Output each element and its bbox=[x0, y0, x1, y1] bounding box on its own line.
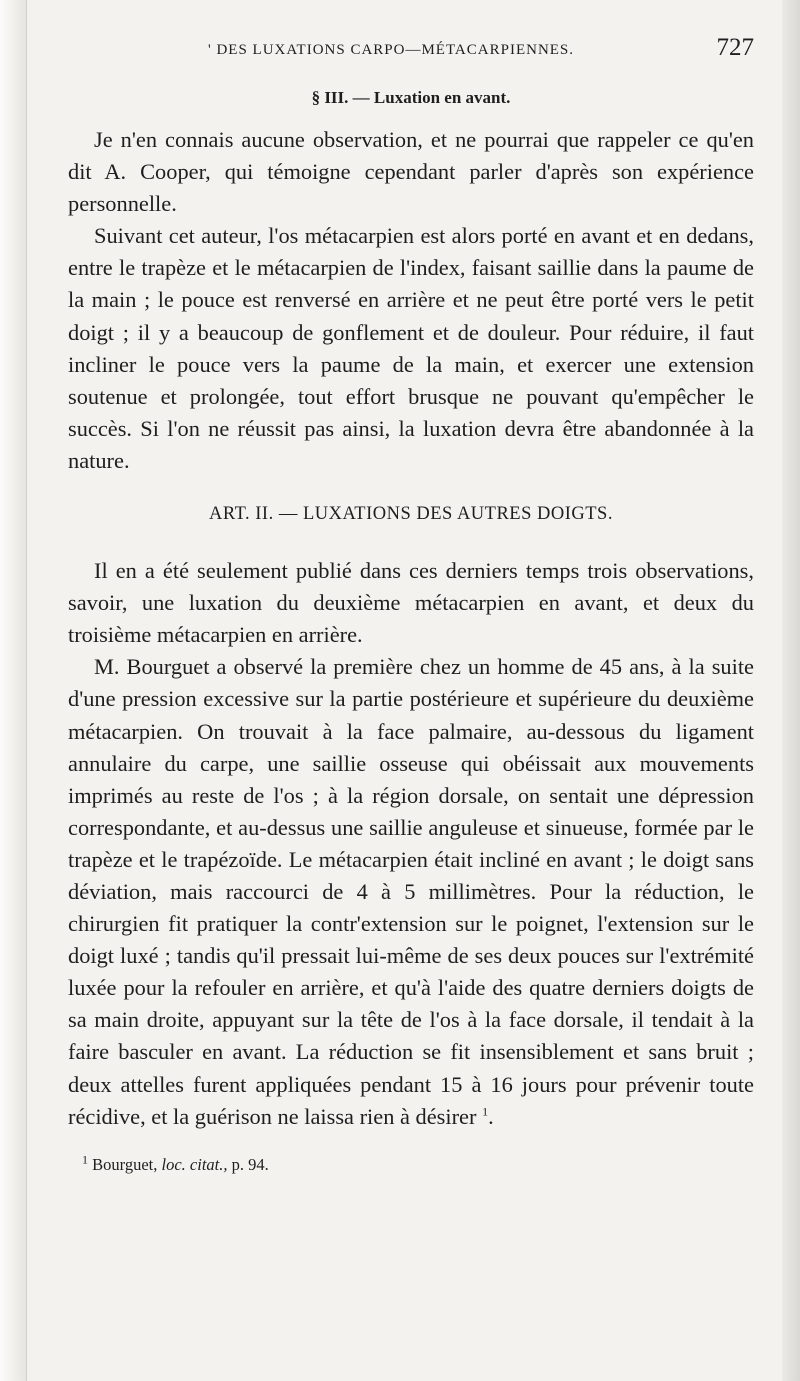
section-heading: § III. — Luxation en avant. bbox=[311, 88, 511, 107]
paragraph: Suivant cet auteur, l'os métacarpien est alors porté en avant et en dedans, entre le trapèze et le métacarpien de l'index, faisant saillie dans la paume de la main ; le pouce est renversé en arrière et ne peut être porté vers le petit doigt ; il y a beaucoup de gonflement et de douleur. Pour réduire, il faut incliner le pouce vers la paume de la main, et exercer une extension soutenue et prolongée, tout effort brusque ne pouvant qu'empêcher le succès. Si l'on ne réussit pas ainsi, la luxation devra être abandonnée à la nature. bbox=[68, 223, 754, 473]
paragraph: Il en a été seulement publié dans ces derniers temps trois observations, savoir, une luxation du deuxième métacarpien en avant, et deux du troisième métacarpien en arrière. bbox=[68, 558, 754, 648]
footnote-marker: 1 bbox=[82, 1152, 88, 1167]
paragraph-text: M. Bourguet a observé la première chez un homme de 45 ans, à la suite d'une pression excessive sur la partie postérieure et supérieure du deuxième métacarpien. On trouvait à la face palmaire, au-dessous du ligament annulaire du carpe, une saillie osseuse qui obéissait aux mouvements imprimés au reste de l'os ; à la région dorsale, on sentait une dépression correspondante, et au-dessus une saillie anguleuse et sinueuse, formée par le trapèze et le trapézoïde. Le métacarpien était incliné en avant ; le doigt sans déviation, mais raccourci de 4 à 5 millimètres. Pour la réduction, le chirurgien fit pratiquer la contr'extension sur le poignet, l'extension sur le doigt luxé ; tandis qu'il pressait lui-même de ses deux pouces sur l'extrémité luxée pour la refouler en arrière, et qu'à l'aide des quatre derniers doigts de sa main droite, appuyant sur la tête de l'os à la face dorsale, il tendait à la faire basculer en avant. La réduction se fit insensiblement et sans bruit ; deux attelles furent appliquées pendant 15 à 16 jours pour prévenir toute récidive, et la guérison ne laissa rien à désirer bbox=[68, 654, 754, 1129]
footnote-page: p. 94. bbox=[231, 1154, 269, 1174]
footnote-citation: loc. citat., bbox=[161, 1154, 228, 1174]
paragraph: Je n'en connais aucune observation, et ne pourrai que rappeler ce qu'en dit A. Cooper, qui témoigne cependant parler d'après son expérience personnelle. bbox=[68, 127, 754, 217]
text-block bbox=[68, 30, 754, 1175]
article-heading: ART. II. — LUXATIONS DES AUTRES DOIGTS. bbox=[209, 504, 613, 525]
footnote bbox=[68, 1152, 754, 1175]
page-right-edge bbox=[782, 0, 800, 1381]
footnote-reference: 1 bbox=[482, 1104, 489, 1119]
footnote-author: Bourguet, bbox=[92, 1154, 158, 1174]
running-title: ' DES LUXATIONS CARPO—MÉTACARPIENNES. bbox=[208, 42, 575, 58]
page-number: 727 bbox=[716, 34, 754, 61]
running-head bbox=[68, 30, 754, 74]
page-left-edge bbox=[0, 0, 27, 1381]
paragraph: M. Bourguet a observé la première chez un homme de 45 ans, à la suite d'une pression excessive sur la partie postérieure et supérieure du deuxième métacarpien. On trouvait à la face palmaire, au-dessous du ligament annulaire du carpe, une saillie osseuse qui obéissait aux mouvements imprimés au reste de l'os ; à la région dorsale, on sentait une dépression correspondante, et au-dessus une saillie anguleuse et sinueuse, formée par le trapèze et le trapézoïde. Le métacarpien était incliné en avant ; le doigt sans déviation, mais raccourci de 4 à 5 millimètres. Pour la réduction, le chirurgien fit pratiquer la contr'extension sur le poignet, l'extension sur le doigt luxé ; tandis qu'il pressait lui-même de ses deux pouces sur l'extrémité luxée pour la refouler en arrière, et qu'à l'aide des quatre derniers doigts de sa main droite, appuyant sur la tête de l'os à la face dorsale, il tendait à la faire basculer en avant. La réduction se fit insensiblement et sans bruit ; deux attelles furent appliquées pendant 15 à 16 jours pour prévenir toute récidive, et la guérison ne laissa rien à désirer $^1$. bbox=[68, 654, 754, 1129]
